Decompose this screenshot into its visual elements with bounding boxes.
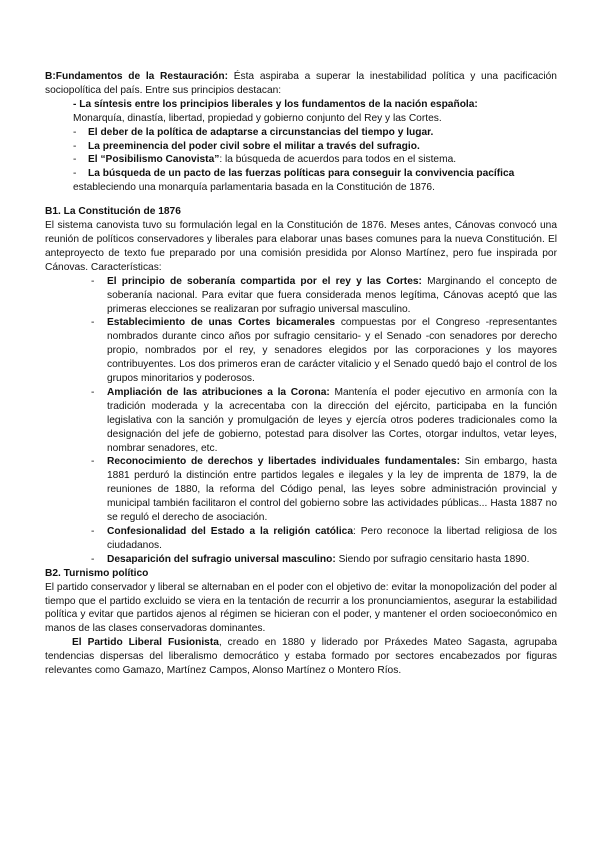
characteristic-text: Siendo por sufragio censitario hasta 1890. (335, 553, 530, 565)
section-b1-title: B1. La Constitución de 1876 (45, 206, 181, 218)
characteristic-dash: - (91, 456, 95, 468)
characteristic-dash: - (91, 553, 95, 565)
characteristic-item (45, 455, 557, 525)
section-b2-title: B2. Turnismo político (45, 567, 149, 579)
principle-dash: - (73, 168, 77, 180)
principle-bold: La búsqueda de un pacto de las fuerzas políticas para conseguir la convivencia pacífica (88, 168, 515, 180)
section-b-intro: Ésta aspiraba a superar la inestabilidad política y una pacificación sociopolítica del país. Entre sus principios destacan: (45, 71, 557, 96)
characteristic-dash: - (91, 526, 95, 537)
characteristic-item (45, 316, 557, 386)
characteristic-bold: El principio de soberanía compartida por el rey y las Cortes: (107, 275, 422, 287)
characteristic-bold: Confesionalidad del Estado a la religión católica (107, 526, 354, 537)
principle-bold: La preeminencia del poder civil sobre el militar a través del sufragio. (88, 140, 420, 152)
principle-dash: - (73, 154, 77, 166)
principle-item (45, 140, 557, 154)
characteristic-text: compuestas por el Congreso -representantes nombrados durante cinco años por sufragio censitario- y el Senado -con senadores por derecho propio, nombrados por el rey, y senadores elegidos por las corporaciones y los mayores contribuyentes. Los dos primeros eran de carácter vitalicio y el Senado quedó bajo el control de los grupos minoritarios y poderosos. (107, 317, 557, 385)
characteristic-bold: Ampliación de las atribuciones a la Corona: (107, 386, 330, 398)
characteristic-item (45, 553, 557, 567)
section-b2-para2-bold: El Partido Liberal Fusionista (72, 637, 219, 649)
characteristics-list (45, 275, 557, 567)
principle-bold: El “Posibilismo Canovista” (88, 154, 220, 166)
document-body (45, 70, 557, 678)
characteristic-dash: - (91, 317, 95, 329)
characteristic-bold: Desaparición del sufragio universal masculino: (107, 553, 336, 565)
principle-item (45, 167, 557, 195)
principle-item (45, 126, 557, 140)
section-b2-paragraph-2 (45, 636, 557, 678)
principle-item (45, 98, 557, 126)
characteristic-item (45, 275, 557, 317)
characteristic-text: Mantenía el poder ejecutivo en armonía con la tradición moderada y la acrecentaba con la dirección del ejército, participaba en la función legislativa con la sanción y promulgación de leyes y ejercía otros poderes tradicionales como la designación del jefe de gobierno, potestad para disolver las Cortes, otorgar indultos, vetar leyes, nombrar senadores, etc. (107, 386, 557, 454)
section-b2-para2-text: , creado en 1880 y liderado por Práxedes Mateo Sagasta, agrupaba tendencias dispersas del liberalismo democrático y estaba formado por sectores encabezados por figuras relevantes como Gamazo, Martínez Campos, Alonso Martínez o Montero Ríos. (45, 637, 557, 677)
principle-text: Monarquía, dinastía, libertad, propiedad y gobierno conjunto del Rey y las Cortes. (73, 112, 442, 124)
principle-dash: - (73, 98, 77, 110)
characteristic-item (45, 525, 557, 553)
characteristic-bold: Establecimiento de unas Cortes bicamerales (107, 317, 336, 329)
principle-bold: El deber de la política de adaptarse a circunstancias del tiempo y lugar. (88, 126, 434, 138)
characteristic-text: Marginando el concepto de soberanía nacional. Para evitar que fuera considerada menos legítima, Cánovas aceptó que las primeras elecciones se realizaran por sufragio universal masculino. (107, 275, 557, 315)
characteristic-text: Sin embargo, hasta 1881 perduró la distinción entre partidos legales e ilegales y la ley de imprenta de 1879, la de reuniones de 1880, la reforma del Código penal, las leyes sobre administración provincial y municipal también facilitaron el control del gobierno sobre las actividades públicas... Hasta 1887 no se reguló el derecho de asociación. (107, 456, 557, 524)
principle-bold: La síntesis entre los principios liberales y los fundamentos de la nación española: (79, 98, 478, 110)
characteristic-dash: - (91, 386, 95, 398)
principles-list (45, 98, 557, 195)
section-b-paragraph (45, 70, 557, 98)
principle-text: : la búsqueda de acuerdos para todos en el sistema. (219, 154, 457, 166)
characteristic-text: : Pero reconoce la libertad religiosa de los ciudadanos. (107, 526, 557, 551)
principle-dash: - (73, 126, 77, 138)
section-b1-intro: El sistema canovista tuvo su formulación legal en la Constitución de 1876. Meses antes, Cánovas convocó una reunión de políticos conservadores y liberales para elaborar unas bases comunes para la nueva Constitución. El anteproyecto de texto fue preparado por una comisión presidida por Alonso Martínez, pero fue inspirada por Cánovas. Características: (45, 220, 557, 273)
characteristic-item (45, 386, 557, 456)
principle-dash: - (73, 140, 77, 152)
principle-item (45, 153, 557, 167)
section-b-heading: B:Fundamentos de la Restauración: (45, 71, 228, 82)
characteristic-dash: - (91, 275, 95, 287)
principle-text: estableciendo una monarquía parlamentaria basada en la Constitución de 1876. (73, 182, 435, 194)
section-b2-paragraph-1: El partido conservador y liberal se alternaban en el poder con el objetivo de: evitar la monopolización del poder al tiempo que el partido excluido se viera en la tentación de recurrir a los pronunciamientos, asegurar la estabilidad política y evitar que partidos ajenos al régimen se hicieran con el poder, y mantener el orden socioeconómico en manos de las clases conservadoras dominantes. (45, 581, 557, 635)
characteristic-bold: Reconocimiento de derechos y libertades individuales fundamentales: (107, 456, 460, 468)
